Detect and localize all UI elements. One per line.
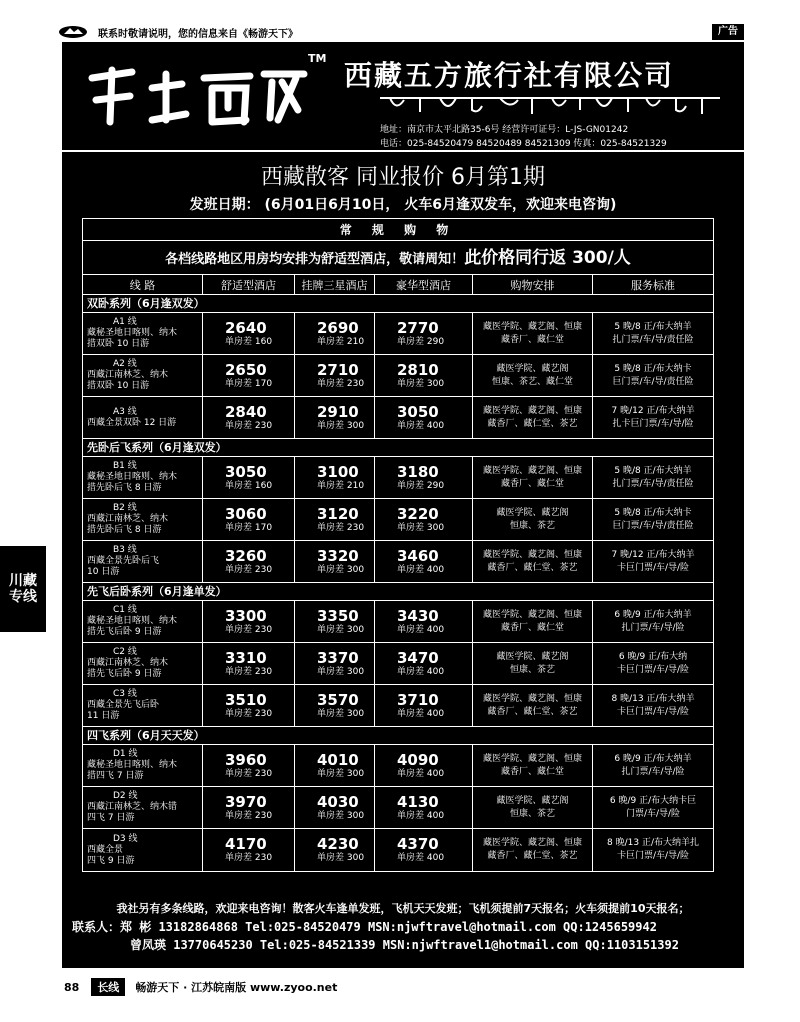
price-comfort: 3260: [225, 546, 267, 565]
shopping-line: 藏医学院、藏艺阁、恒康: [482, 405, 582, 416]
price-luxury-cell: [375, 829, 473, 871]
route-desc: 措先飞后卧 9 日游: [87, 627, 162, 637]
price-luxury: 3180: [397, 462, 439, 481]
price-three-star-cell: [295, 499, 375, 540]
table-row: [83, 829, 713, 871]
price-three-star-cell: [295, 355, 375, 396]
route-desc: 西藏江南林芝、纳木错: [87, 802, 178, 812]
shopping-cell: [473, 787, 593, 828]
price-three-star-cell: [295, 397, 375, 438]
price-three-star: 3320: [317, 546, 359, 565]
single-room-supplement: 单房差 300: [317, 768, 365, 779]
shopping-line: 恒康、茶艺、藏仁堂: [491, 376, 573, 387]
shopping-cell: [473, 313, 593, 354]
header-divider: [62, 150, 744, 152]
table-row: [83, 313, 713, 355]
route-cell: [83, 397, 203, 438]
service-line: 卡巨门票/车/导/险: [616, 562, 690, 573]
single-room-supplement: 单房差 300: [317, 810, 365, 821]
table-row: [83, 457, 713, 499]
service-line: 门票/车/导/险: [625, 808, 681, 819]
shopping-line: 藏香厂、藏仁堂: [500, 766, 564, 777]
table-row: [83, 601, 713, 643]
table-row: [83, 685, 713, 727]
single-room-supplement: 单房差 400: [397, 708, 445, 719]
route-code: D1 线: [113, 749, 138, 759]
col-comfort: 舒适型酒店: [203, 275, 295, 294]
column-headers: [83, 275, 713, 295]
series-header: 先飞后卧系列（6月逢单发）: [83, 583, 713, 601]
page-number: 88: [64, 980, 80, 994]
price-three-star-cell: [295, 457, 375, 498]
shopping-cell: [473, 541, 593, 582]
route-desc: 西藏全景: [87, 844, 124, 855]
price-luxury-cell: [375, 397, 473, 438]
price-comfort: 3050: [225, 462, 267, 481]
route-desc: 措先卧后飞 8 日游: [87, 483, 162, 493]
service-cell: [593, 685, 713, 726]
shopping-line: 藏医学院、藏艺阁: [496, 507, 569, 518]
price-luxury: 4130: [397, 792, 439, 811]
single-room-supplement: 单房差 170: [225, 522, 273, 533]
single-room-supplement: 单房差 230: [317, 378, 365, 389]
price-three-star: 2710: [317, 360, 359, 379]
price-three-star: 3100: [317, 462, 359, 481]
service-line: 5 晚/8 正/布大纳卡: [614, 363, 692, 374]
price-luxury-cell: [375, 541, 473, 582]
route-desc: 四飞 7 日游: [87, 813, 135, 823]
single-room-supplement: 单房差 400: [397, 768, 445, 779]
route-desc: 西藏全景先飞后卧: [87, 700, 160, 710]
price-comfort-cell: [203, 601, 295, 642]
table-row: [83, 541, 713, 583]
route-code: D2 线: [113, 791, 138, 801]
price-three-star-cell: [295, 313, 375, 354]
price-comfort-cell: [203, 829, 295, 871]
col-service: 服务标准: [631, 278, 675, 292]
shopping-line: 恒康、茶艺: [509, 664, 555, 675]
page-title: 西藏散客 同业报价 6月第1期: [261, 165, 545, 190]
service-line: 卡巨门票/车/导/险: [616, 706, 690, 717]
single-room-supplement: 单房差 230: [225, 666, 273, 677]
service-line: 7 晚/12 正/布大纳羊: [611, 405, 695, 416]
route-code: C3 线: [113, 689, 137, 699]
tibetan-script-graphic: [380, 94, 720, 116]
single-room-supplement: 单房差 230: [225, 624, 273, 635]
price-luxury: 3710: [397, 690, 439, 709]
shopping-line: 藏医学院、藏艺阁: [496, 363, 569, 374]
price-three-star-cell: [295, 643, 375, 684]
service-cell: [593, 355, 713, 396]
shopping-line: 藏香厂、藏仁堂、茶艺: [487, 418, 578, 429]
shopping-cell: [473, 685, 593, 726]
single-room-supplement: 单房差 300: [317, 666, 365, 677]
price-three-star-cell: [295, 787, 375, 828]
single-room-supplement: 单房差 230: [317, 522, 365, 533]
price-three-star-cell: [295, 745, 375, 786]
price-comfort-cell: [203, 313, 295, 354]
route-cell: [83, 499, 203, 540]
route-desc: 措四飞 7 日游: [87, 771, 144, 781]
company-phones: 电话：025-84520479 84520489 84521309 传真：025-84521329: [380, 139, 667, 149]
price-luxury-cell: [375, 643, 473, 684]
route-desc: 措双卧 10 日游: [87, 381, 150, 391]
route-code: B1 线: [113, 461, 137, 471]
single-room-supplement: 单房差 300: [317, 420, 365, 431]
single-room-supplement: 单房差 160: [225, 336, 273, 347]
route-desc: 藏秘圣地日喀则、纳木: [87, 760, 178, 770]
route-cell: [83, 745, 203, 786]
price-three-star: 4030: [317, 792, 359, 811]
price-comfort-cell: [203, 457, 295, 498]
route-cell: [83, 685, 203, 726]
single-room-supplement: 单房差 290: [397, 336, 445, 347]
price-comfort-cell: [203, 499, 295, 540]
price-comfort-cell: [203, 685, 295, 726]
price-three-star: 2910: [317, 402, 359, 421]
service-cell: [593, 541, 713, 582]
price-three-star: 3570: [317, 690, 359, 709]
shopping-cell: [473, 829, 593, 871]
service-cell: [593, 457, 713, 498]
single-room-supplement: 单房差 400: [397, 853, 445, 863]
service-line: 5 晚/8 正/布大纳羊: [614, 321, 692, 332]
series-header: 双卧系列（6月逢双发）: [83, 295, 713, 313]
route-code: A3 线: [113, 406, 137, 417]
side-tab: [0, 546, 46, 632]
side-tab-line-2: 专线: [9, 589, 37, 605]
price-comfort: 3060: [225, 504, 267, 523]
table-body: [83, 295, 713, 871]
table-row: [83, 787, 713, 829]
price-three-star-cell: [295, 541, 375, 582]
service-cell: [593, 601, 713, 642]
route-desc: 措先飞后卧 9 日游: [87, 669, 162, 679]
route-code: B3 线: [113, 545, 137, 555]
trademark: TM: [308, 52, 327, 65]
shopping-cell: [473, 397, 593, 438]
route-cell: [83, 829, 203, 871]
service-line: 扎门票/车/导/险: [621, 622, 685, 633]
service-line: 扎卡巨门票/车/导/险: [612, 418, 694, 429]
single-room-supplement: 单房差 230: [225, 564, 273, 575]
route-desc: 10 日游: [87, 567, 120, 577]
price-comfort-cell: [203, 541, 295, 582]
table-section-title: 常 规 购 物: [83, 219, 713, 241]
table-notice: [83, 241, 713, 275]
price-three-star: 4230: [317, 835, 359, 853]
single-room-supplement: 单房差 300: [317, 624, 365, 635]
price-three-star-cell: [295, 601, 375, 642]
price-luxury-cell: [375, 787, 473, 828]
price-luxury: 3050: [397, 402, 439, 421]
service-line: 巨门票/车/导/责任险: [612, 520, 694, 531]
service-line: 卡巨门票/车/导/险: [616, 664, 690, 675]
price-luxury-cell: [375, 685, 473, 726]
single-room-supplement: 单房差 400: [397, 666, 445, 677]
shopping-cell: [473, 355, 593, 396]
contact-line-1: 联系人：郑 彬 13182864868 Tel:025-84520479 MSN:njwftravel@hotmail.com QQ:1245659942: [72, 920, 657, 934]
price-luxury-cell: [375, 313, 473, 354]
price-comfort: 2840: [225, 402, 267, 421]
shopping-cell: [473, 643, 593, 684]
route-desc: 藏秘圣地日喀则、纳木: [87, 472, 178, 482]
shopping-cell: [473, 745, 593, 786]
series-header: 先卧后飞系列（6月逢双发）: [83, 439, 713, 457]
route-desc: 措先卧后飞 8 日游: [87, 525, 162, 535]
single-room-supplement: 单房差 300: [317, 853, 365, 863]
shopping-line: 藏医学院、藏艺阁、恒康: [482, 838, 582, 848]
price-comfort-cell: [203, 643, 295, 684]
single-room-supplement: 单房差 400: [397, 624, 445, 635]
section-tag: 长线: [91, 978, 125, 996]
route-desc: 西藏江南林芝、纳木: [87, 370, 169, 380]
price-comfort-cell: [203, 355, 295, 396]
route-desc: 西藏全景双卧 12 日游: [87, 417, 177, 428]
price-luxury-cell: [375, 601, 473, 642]
shopping-line: 藏医学院、藏艺阁、恒康: [482, 693, 582, 704]
shopping-line: 藏医学院、藏艺阁、恒康: [482, 609, 582, 620]
extra-routes-notice: 我社另有多条线路，欢迎来电咨询！散客火车逢单发班，飞机天天发班；飞机须提前7天报名；火车须提前10天报名；: [116, 902, 690, 915]
price-comfort: 2650: [225, 360, 267, 379]
shopping-line: 藏医学院、藏艺阁、恒康: [482, 549, 582, 560]
shopping-line: 藏医学院、藏艺阁: [496, 795, 569, 806]
notice-rebate: 此价格同行返 300/人: [464, 248, 631, 268]
service-cell: [593, 829, 713, 871]
single-room-supplement: 单房差 160: [225, 480, 273, 491]
single-room-supplement: 单房差 230: [225, 708, 273, 719]
shopping-line: 藏香厂、藏仁堂: [500, 334, 564, 345]
price-luxury-cell: [375, 457, 473, 498]
service-line: 5 晚/8 正/布大纳羊: [614, 465, 692, 476]
price-comfort-cell: [203, 787, 295, 828]
contact-line-2: 曾凤瑛 13770645230 Tel:025-84521339 MSN:njwftravel1@hotmail.com QQ:1103151392: [130, 938, 679, 952]
route-cell: [83, 643, 203, 684]
service-line: 6 晚/9 正/布大纳羊: [614, 609, 692, 620]
magazine-logo-icon: [58, 25, 88, 39]
price-luxury-cell: [375, 499, 473, 540]
shopping-line: 恒康、茶艺: [509, 520, 555, 531]
route-desc: 11 日游: [87, 711, 120, 721]
col-shopping: 购物安排: [473, 275, 593, 294]
single-room-supplement: 单房差 210: [317, 480, 365, 491]
service-cell: [593, 787, 713, 828]
price-three-star: 4010: [317, 750, 359, 769]
shopping-line: 藏医学院、藏艺阁、恒康: [482, 465, 582, 476]
shopping-line: 恒康、茶艺: [509, 808, 555, 819]
price-luxury: 4370: [397, 835, 439, 853]
single-room-supplement: 单房差 300: [317, 708, 365, 719]
table-row: [83, 745, 713, 787]
route-desc: 西藏江南林芝、纳木: [87, 658, 169, 668]
price-comfort: 2640: [225, 318, 267, 337]
price-three-star: 3370: [317, 648, 359, 667]
route-desc: 藏秘圣地日喀则、纳木: [87, 616, 178, 626]
price-comfort: 3960: [225, 750, 267, 769]
single-room-supplement: 单房差 230: [225, 420, 273, 431]
service-line: 卡巨门票/车/导/险: [616, 851, 690, 861]
shopping-line: 藏香厂、藏仁堂、茶艺: [487, 706, 578, 717]
departure-dates: 发班日期： (6月01日6月10日， 火车6月逢双发车，欢迎来电咨询): [189, 197, 617, 213]
route-cell: [83, 541, 203, 582]
single-room-supplement: 单房差 400: [397, 810, 445, 821]
route-cell: [83, 601, 203, 642]
service-line: 7 晚/12 正/布大纳羊: [611, 549, 695, 560]
shopping-line: 藏医学院、藏艺阁、恒康: [482, 753, 582, 764]
price-three-star-cell: [295, 829, 375, 871]
service-line: 8 晚/13 正/布大纳羊: [611, 693, 695, 704]
price-luxury-cell: [375, 355, 473, 396]
service-cell: [593, 643, 713, 684]
route-code: C1 线: [113, 605, 137, 615]
service-line: 扎门票/车/导/险: [621, 766, 685, 777]
service-line: 6 晚/9 正/布大纳: [618, 651, 688, 662]
price-three-star: 2690: [317, 318, 359, 337]
shopping-cell: [473, 457, 593, 498]
price-luxury: 2770: [397, 318, 439, 337]
price-luxury: 3220: [397, 504, 439, 523]
service-line: 扎门票/车/导/责任险: [612, 478, 694, 489]
service-line: 扎门票/车/导/责任险: [612, 334, 694, 345]
company-name: 西藏五方旅行社有限公司: [344, 59, 675, 92]
price-comfort: 3970: [225, 792, 267, 811]
price-luxury-cell: [375, 745, 473, 786]
route-code: D3 线: [113, 833, 138, 844]
route-cell: [83, 355, 203, 396]
ad-panel: [62, 42, 744, 968]
price-luxury: 3460: [397, 546, 439, 565]
price-comfort: 3510: [225, 690, 267, 709]
table-row: [83, 397, 713, 439]
source-notice: 联系时敬请说明，您的信息来自《畅游天下》: [98, 28, 298, 40]
brand-calligraphy-logo: [82, 48, 312, 136]
service-line: 6 晚/9 正/布大纳卡巨: [609, 795, 697, 806]
single-room-supplement: 单房差 170: [225, 378, 273, 389]
shopping-line: 藏香厂、藏仁堂: [500, 478, 564, 489]
shopping-line: 藏医学院、藏艺阁: [496, 651, 569, 662]
price-table: [82, 218, 714, 872]
single-room-supplement: 单房差 400: [397, 564, 445, 575]
route-code: B2 线: [113, 503, 137, 513]
single-room-supplement: 单房差 300: [397, 378, 445, 389]
single-room-supplement: 单房差 210: [317, 336, 365, 347]
service-line: 8 晚/13 正/布大纳羊扎: [607, 838, 699, 848]
service-cell: [593, 397, 713, 438]
route-code: A1 线: [113, 317, 137, 327]
table-row: [83, 355, 713, 397]
route-cell: [83, 457, 203, 498]
single-room-supplement: 单房差 290: [397, 480, 445, 491]
price-comfort-cell: [203, 397, 295, 438]
single-room-supplement: 单房差 230: [225, 853, 273, 863]
route-code: C2 线: [113, 647, 137, 657]
price-three-star: 3350: [317, 606, 359, 625]
shopping-line: 藏香厂、藏仁堂: [500, 622, 564, 633]
price-luxury: 3430: [397, 606, 439, 625]
service-cell: [593, 313, 713, 354]
service-line: 5 晚/8 正/布大纳卡: [614, 507, 692, 518]
route-desc: 西藏全景先卧后飞: [87, 556, 160, 566]
service-line: 巨门票/车/导/责任险: [612, 376, 694, 387]
shopping-cell: [473, 499, 593, 540]
ad-label: 广告: [712, 24, 744, 40]
single-room-supplement: 单房差 400: [397, 420, 445, 431]
shopping-line: 藏医学院、藏艺阁、恒康: [482, 321, 582, 332]
route-desc: 藏秘圣地日喀则、纳木: [87, 328, 178, 338]
col-three-star: 挂牌三星酒店: [295, 275, 375, 294]
side-tab-line-1: 川藏: [9, 573, 37, 589]
shopping-cell: [473, 601, 593, 642]
single-room-supplement: 单房差 230: [225, 810, 273, 821]
single-room-supplement: 单房差 300: [317, 564, 365, 575]
publication-name: 畅游天下 · 江苏皖南版 www.zyoo.net: [135, 981, 338, 994]
route-desc: 四飞 9 日游: [87, 855, 135, 866]
price-luxury: 3470: [397, 648, 439, 667]
table-row: [83, 499, 713, 541]
notice-text: 各档线路地区用房均安排为舒适型酒店，敬请周知！: [165, 252, 465, 267]
price-three-star-cell: [295, 685, 375, 726]
col-route: 线 路: [83, 275, 203, 294]
route-code: A2 线: [113, 359, 137, 369]
service-cell: [593, 499, 713, 540]
route-cell: [83, 787, 203, 828]
price-comfort: 3300: [225, 606, 267, 625]
price-luxury: 2810: [397, 360, 439, 379]
service-cell: [593, 745, 713, 786]
price-three-star: 3120: [317, 504, 359, 523]
single-room-supplement: 单房差 300: [397, 522, 445, 533]
shopping-line: 藏香厂、藏仁堂、茶艺: [487, 851, 578, 861]
service-line: 6 晚/9 正/布大纳羊: [614, 753, 692, 764]
series-header: 四飞系列（6月天天发）: [83, 727, 713, 745]
route-cell: [83, 313, 203, 354]
top-strip: [58, 24, 744, 40]
price-luxury: 4090: [397, 750, 439, 769]
page-footer: [64, 978, 337, 996]
price-comfort: 3310: [225, 648, 267, 667]
table-row: [83, 643, 713, 685]
single-room-supplement: 单房差 230: [225, 768, 273, 779]
company-address: 地址：南京市太平北路35-6号 经营许可证号：L-JS-GN01242: [380, 125, 629, 135]
shopping-line: 藏香厂、藏仁堂、茶艺: [487, 562, 578, 573]
col-luxury: 豪华型酒店: [375, 275, 473, 294]
price-comfort: 4170: [225, 835, 267, 853]
route-desc: 措双卧 10 日游: [87, 339, 150, 349]
price-comfort-cell: [203, 745, 295, 786]
route-desc: 西藏江南林芝、纳木: [87, 514, 169, 524]
